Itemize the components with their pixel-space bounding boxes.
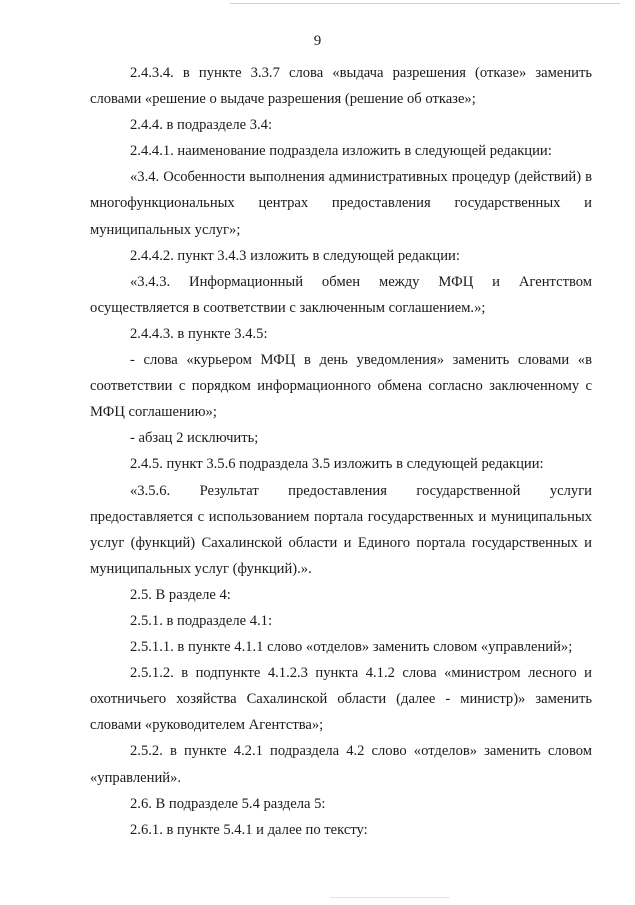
paragraph: 2.4.5. пункт 3.5.6 подраздела 3.5 изложить в следующей редакции: <box>130 456 544 473</box>
scan-artifact-bottom <box>330 897 450 898</box>
paragraph: 2.5.1.1. в пункте 4.1.1 слово «отделов» заменить словом «управлений»; <box>130 639 573 656</box>
paragraph: «3.4. Особенности выполнения административных процедур (действий) в многофункциональных центрах предоставления государственных и муниципальных услуг»; <box>90 169 592 238</box>
paragraph: 2.4.4. в подразделе 3.4: <box>130 117 273 134</box>
paragraph: 2.6. В подразделе 5.4 раздела 5: <box>130 795 326 812</box>
paragraph: «3.5.6. Результат предоставления государственной услуги предоставляется с использованием портала государственных и муниципальных услуг (функций) Сахалинской области и Единого портала государственных и муниципальных услуг (функций).». <box>90 482 592 577</box>
paragraph: 2.4.3.4. в пункте 3.3.7 слова «выдача разрешения (отказе» заменить словами «решение о выдаче разрешения (решение об отказе»; <box>90 65 592 108</box>
paragraph: 2.4.4.2. пункт 3.4.3 изложить в следующей редакции: <box>130 247 460 264</box>
page-number: 9 <box>313 33 322 49</box>
document-body <box>90 60 592 843</box>
paragraph: - абзац 2 исключить; <box>130 430 259 447</box>
paragraph: 2.6.1. в пункте 5.4.1 и далее по тексту: <box>130 821 368 838</box>
paragraph: 2.4.4.3. в пункте 3.4.5: <box>130 325 268 342</box>
paragraph: «3.4.3. Информационный обмен между МФЦ и Агентством осуществляется в соответствии с заключенным соглашением.»; <box>90 273 592 316</box>
paragraph: 2.5.2. в пункте 4.2.1 подраздела 4.2 слово «отделов» заменить словом «управлений». <box>90 743 592 786</box>
scan-artifact-top <box>230 3 620 4</box>
paragraph: 2.5.1. в подразделе 4.1: <box>130 612 273 629</box>
paragraph: 2.5.1.2. в подпункте 4.1.2.3 пункта 4.1.2 слова «министром лесного и охотничьего хозяйства Сахалинской области (далее - министр)» заменить словами «руководителем Агентства»; <box>90 665 592 734</box>
paragraph: 2.5. В разделе 4: <box>130 586 231 603</box>
paragraph: 2.4.4.1. наименование подраздела изложить в следующей редакции: <box>130 143 552 160</box>
paragraph: - слова «курьером МФЦ в день уведомления» заменить словами «в соответствии с порядком информационного обмена согласно заключенному с МФЦ соглашению»; <box>90 352 592 421</box>
